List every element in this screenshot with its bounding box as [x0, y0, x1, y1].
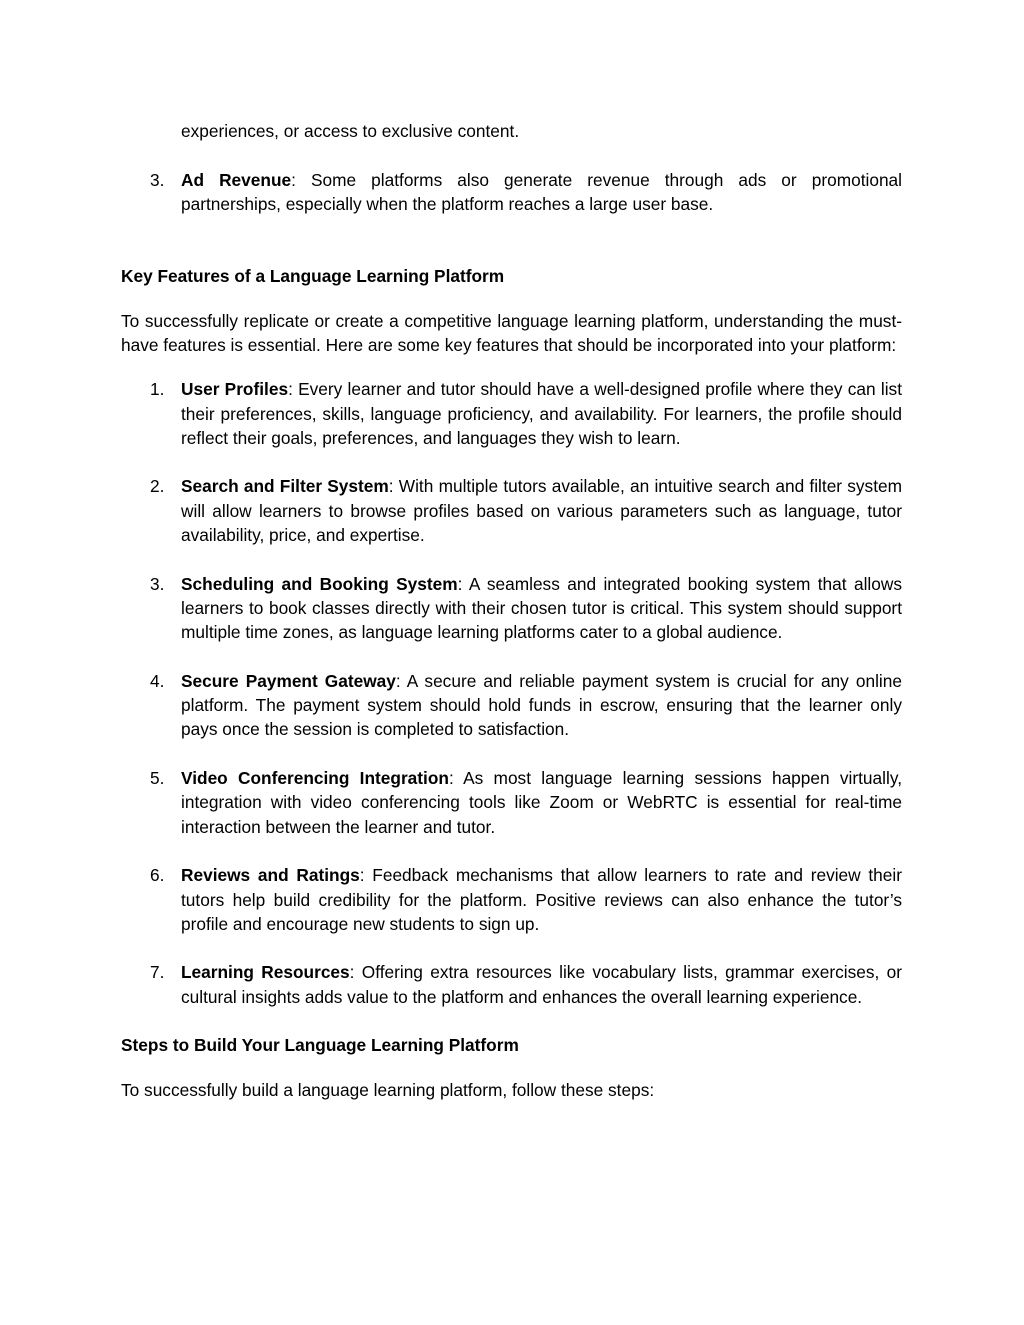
list-term: Ad Revenue	[181, 169, 292, 190]
continuation-text	[121, 119, 902, 143]
list-number: 3.	[150, 169, 165, 190]
list-number: 5.	[150, 768, 165, 789]
list-text: : As most language learning sessions happen virtually, integration with video conferencing tools like Zoom or WebRTC is essential for real-time interaction between the learner and tutor.	[181, 768, 902, 837]
list-item-scheduling-booking	[121, 572, 902, 645]
list-number: 4.	[150, 670, 165, 691]
list-term: Scheduling and Booking System	[181, 573, 458, 594]
list-number: 7.	[150, 962, 165, 983]
continuation-text-content: experiences, or access to exclusive content.	[181, 121, 520, 141]
list-text: : Every learner and tutor should have a well-designed profile where they can list their preferences, skills, language proficiency, and availability. For learners, the profile should reflect their goals, preferences, and languages they wish to learn.	[181, 379, 902, 448]
section-intro-key-features: To successfully replicate or create a competitive language learning platform, understanding the must-have features is essential. Here are some key features that should be incorporated into your platform:	[121, 310, 902, 355]
list-number: 6.	[150, 865, 165, 886]
list-term: Search and Filter System	[181, 476, 389, 497]
document-page	[121, 119, 902, 1102]
list-text: : Offering extra resources like vocabulary lists, grammar exercises, or cultural insights adds value to the platform and enhances the overall learning experience.	[181, 962, 902, 1007]
list-term: User Profiles	[181, 379, 289, 400]
list-number: 2.	[150, 476, 165, 497]
list-term: Secure Payment Gateway	[181, 670, 396, 691]
section-intro-steps: To successfully build a language learning platform, follow these steps:	[121, 1079, 655, 1100]
list-term: Video Conferencing Integration	[181, 768, 449, 789]
list-item-video-conferencing	[121, 766, 902, 839]
list-text: : A secure and reliable payment system is crucial for any online platform. The payment system should hold funds in escrow, ensuring that the learner only pays once the session is completed to satisfaction.	[181, 670, 902, 740]
list-number: 1.	[150, 379, 165, 400]
list-number: 3.	[150, 573, 165, 594]
list-term: Learning Resources	[181, 962, 350, 983]
list-item-search-filter	[121, 474, 902, 547]
section-heading-key-features: Key Features of a Language Learning Platform	[121, 265, 505, 286]
list-text: : A seamless and integrated booking system that allows learners to book classes directly with their chosen tutor is critical. This system should support multiple time zones, as language learning platforms cater to a global audience.	[181, 573, 902, 643]
list-text: : Feedback mechanisms that allow learners to rate and review their tutors help build credibility for the platform. Positive reviews can also enhance the tutor’s profile and encourage new students to sign up.	[181, 865, 902, 934]
list-item-secure-payment	[121, 669, 902, 742]
list-text: : Some platforms also generate revenue through ads or promotional partnerships, especially when the platform reaches a large user base.	[181, 169, 903, 215]
section-heading-steps: Steps to Build Your Language Learning Platform	[121, 1035, 519, 1055]
list-item-reviews-ratings	[121, 863, 902, 936]
list-item-learning-resources	[121, 960, 902, 1009]
list-item-ad-revenue	[121, 168, 902, 217]
list-term: Reviews and Ratings	[181, 865, 360, 886]
list-item-user-profiles	[121, 377, 902, 450]
list-text: : With multiple tutors available, an intuitive search and filter system will allow learners to browse profiles based on various parameters such as language, tutor availability, price, and expertise.	[181, 476, 903, 546]
